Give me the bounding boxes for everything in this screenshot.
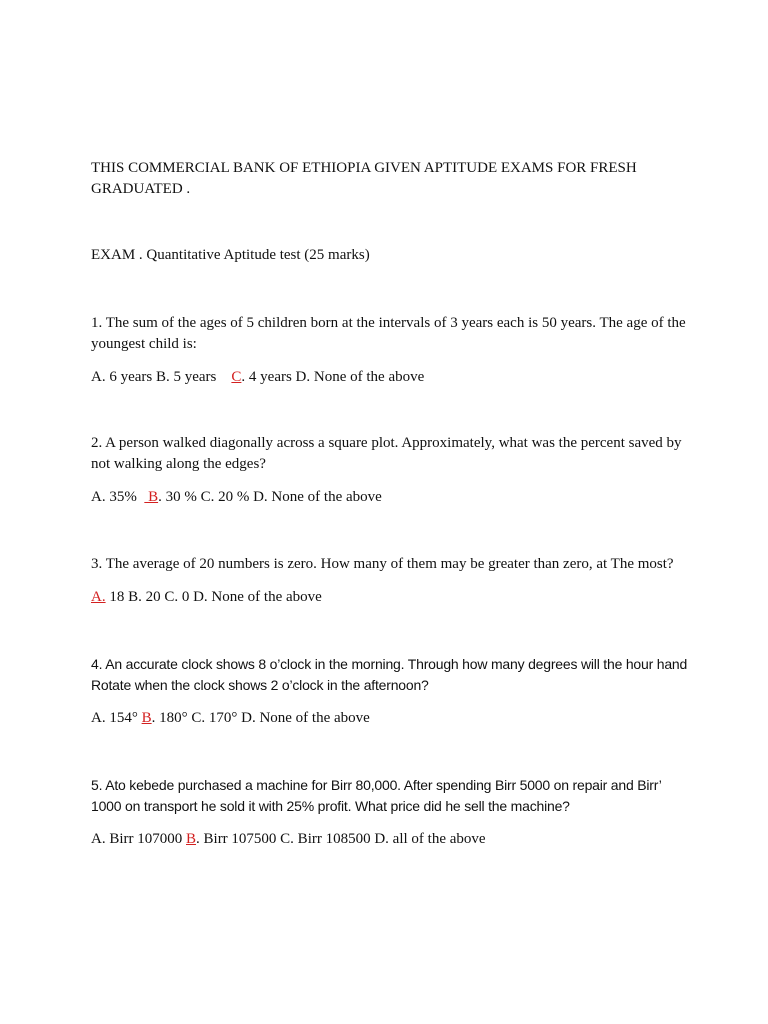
question-text: 3. The average of 20 numbers is zero. How many of them may be greater than zero, at The most? xyxy=(91,556,674,572)
question-options xyxy=(91,487,691,508)
answer-marker: C xyxy=(231,369,242,385)
question-text: 4. An accurate clock shows 8 o’clock in the morning. Through how many degrees will the hour hand Rotate when the clock shows 2 o’clock in the afternoon? xyxy=(91,656,688,693)
answer-marker: B xyxy=(144,489,159,505)
question-text: 2. A person walked diagonally across a square plot. Approximately, what was the percent saved by not walking along the edges? xyxy=(91,435,682,472)
question-options xyxy=(91,708,691,729)
question-text: 1. The sum of the ages of 5 children born at the intervals of 3 years each is 50 years. The age of the youngest child is: xyxy=(91,315,686,352)
options-after: . 4 years D. None of the above xyxy=(241,369,425,385)
exam-title: EXAM . Quantitative Aptitude test (25 marks) xyxy=(91,247,370,263)
question-1 xyxy=(91,313,691,388)
question-3 xyxy=(91,554,691,608)
options-after: . 30 % C. 20 % D. None of the above xyxy=(158,489,382,505)
options-before: A. 154° xyxy=(91,710,142,726)
answer-marker: A. xyxy=(91,589,106,605)
question-options xyxy=(91,587,691,608)
options-before: A. 35% xyxy=(91,489,145,505)
document-heading: THIS COMMERCIAL BANK OF ETHIOPIA GIVEN APTITUDE EXAMS FOR FRESH GRADUATED . xyxy=(91,160,637,197)
question-2 xyxy=(91,433,691,508)
options-after: . Birr 107500 C. Birr 108500 D. all of the above xyxy=(196,831,486,847)
question-text: 5. Ato kebede purchased a machine for Birr 80,000. After spending Birr 5000 on repair and Birr’ 1000 on transport he sold it with 25% profit. What price did he sell the machine? xyxy=(91,777,662,814)
answer-marker: B xyxy=(186,831,197,847)
options-before: A. Birr 107000 xyxy=(91,831,186,847)
question-options xyxy=(91,367,691,388)
options-after: 18 B. 20 C. 0 D. None of the above xyxy=(105,589,322,605)
answer-marker: B xyxy=(141,710,152,726)
options-before: A. 6 years B. 5 years xyxy=(91,369,232,385)
question-5 xyxy=(91,775,691,850)
options-after: . 180° C. 170° D. None of the above xyxy=(151,710,370,726)
question-4 xyxy=(91,654,691,729)
question-options xyxy=(91,829,691,850)
